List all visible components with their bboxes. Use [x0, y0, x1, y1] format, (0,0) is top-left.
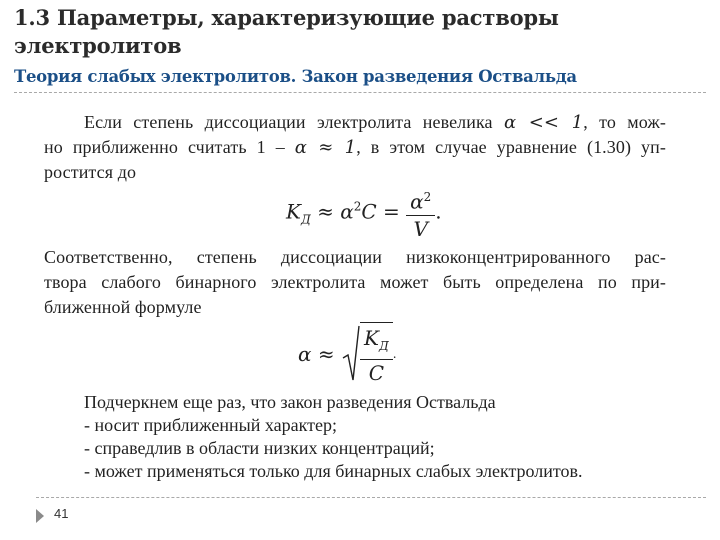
math-inline: α ≈ 1 [294, 137, 357, 158]
fraction-denominator: V [413, 216, 428, 241]
text-run: Если степень диссоциации электролита невелика [84, 112, 504, 132]
radical-sign-icon [341, 324, 361, 384]
formula-dissociation-constant [286, 184, 442, 242]
formula-operator: = [376, 199, 407, 224]
formula-symbol: α [410, 189, 424, 214]
paragraph-line: ближенной формуле [44, 297, 202, 317]
formula-subscript: Д [378, 339, 389, 353]
text-run: , то мож- [583, 112, 666, 132]
header-divider [14, 92, 706, 93]
formula-symbol: C [361, 199, 377, 224]
list-item: - носит приближенный характер; [84, 415, 337, 435]
slide-title: 1.3 Параметры, характеризующие растворы электролитов [14, 5, 559, 58]
paragraph-line: твора слабого бинарного электролита может быть определена по при- [44, 272, 666, 292]
paragraph-intro [44, 110, 666, 185]
list-item: - справедлив в области низких концентраций; [84, 438, 435, 458]
paragraph-line: Соответственно, степень диссоциации низкоконцентрированного рас- [44, 247, 666, 267]
formula-degree-of-dissociation [298, 322, 397, 386]
formula-subscript: Д [300, 212, 311, 227]
list-intro: Подчеркнем еще раз, что закон разведения Оствальда [84, 392, 496, 412]
formula-symbol: K [363, 326, 379, 350]
formula-punct: . [392, 347, 397, 361]
formula-exponent: 2 [353, 199, 362, 214]
formula-symbol: ≈ α [310, 199, 354, 224]
play-arrow-icon [36, 509, 44, 523]
ostwald-law-summary [84, 391, 684, 483]
page-number: 41 [54, 506, 69, 521]
paragraph-line: ростится до [44, 162, 137, 182]
paragraph-line [44, 110, 666, 135]
formula-symbol: α ≈ [298, 342, 341, 366]
math-inline: α << 1 [503, 112, 584, 133]
paragraph-line [44, 135, 666, 160]
list-item: - может применяться только для бинарных слабых электролитов. [84, 461, 583, 481]
footer-divider [36, 497, 706, 498]
square-root [341, 322, 393, 386]
formula-punct: . [435, 199, 442, 224]
fraction-numerator [360, 325, 393, 360]
paragraph-approximation [44, 245, 666, 320]
text-run: , в этом случае уравнение (1.30) уп- [356, 137, 666, 157]
formula-exponent: 2 [423, 190, 432, 204]
fraction [406, 184, 435, 242]
text-run: но приближенно считать 1 – [44, 137, 295, 157]
fraction-denominator: C [368, 361, 384, 385]
slide-subtitle: Теория слабых электролитов. Закон разведения Оствальда [14, 67, 577, 86]
formula-symbol: K [286, 199, 301, 224]
fraction-numerator [406, 184, 435, 216]
fraction [360, 322, 393, 386]
